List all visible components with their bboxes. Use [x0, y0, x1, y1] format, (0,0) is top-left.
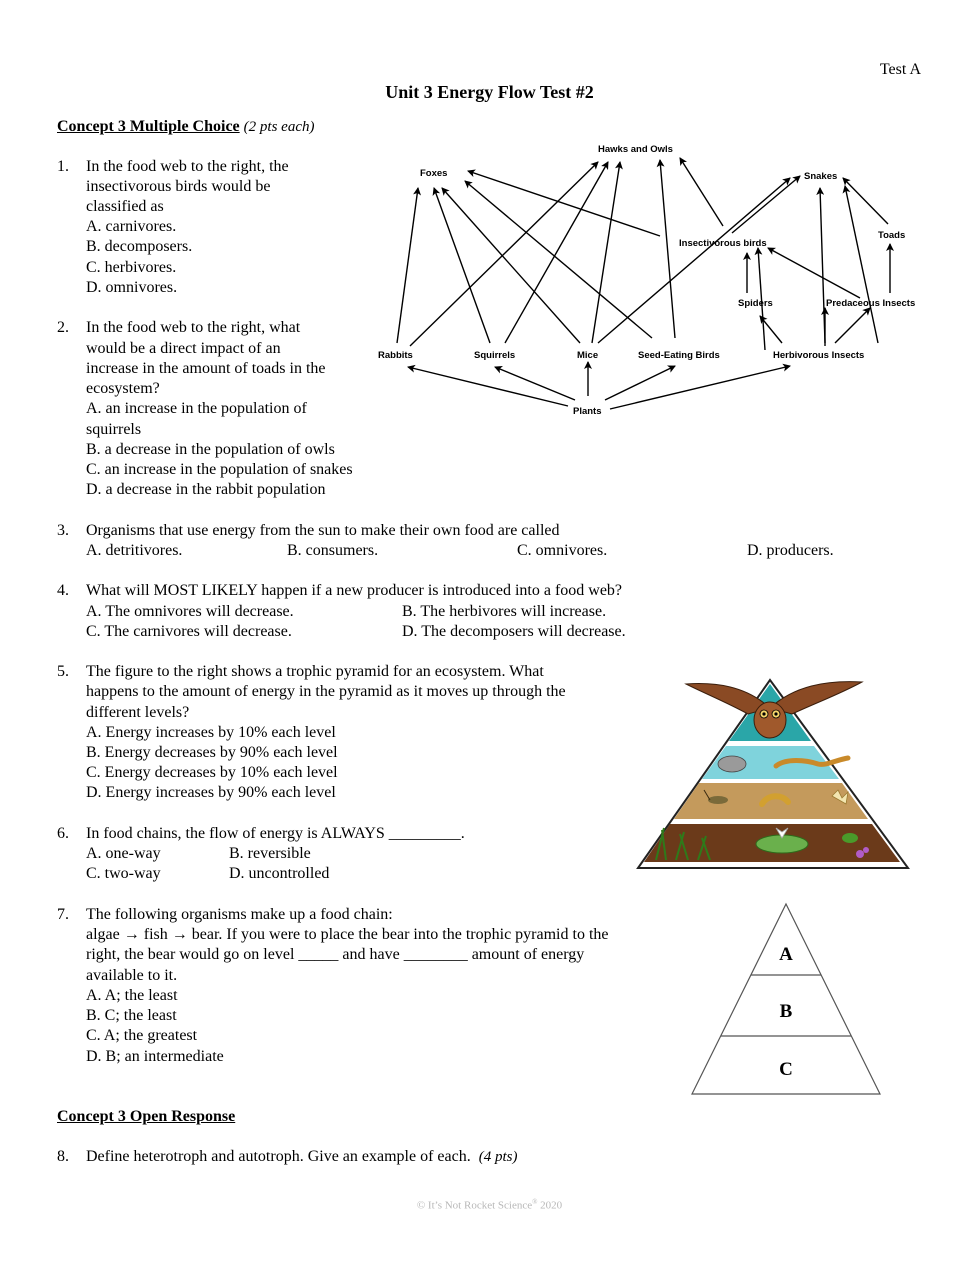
question-text: algae → fish → bear. If you were to place the bear into the trophic pyramid to the	[86, 926, 609, 943]
question-number: 8.	[57, 1148, 69, 1165]
answer-option[interactable]: C. Energy decreases by 10% each level	[86, 764, 338, 781]
answer-option[interactable]: A. an increase in the population of	[86, 400, 307, 417]
answer-option[interactable]: C. herbivores.	[86, 259, 177, 276]
registered-mark: ®	[532, 1198, 538, 1206]
question-text: happens to the amount of energy in the pyramid as it moves up through the	[86, 683, 566, 700]
test-version: Test A	[879, 61, 921, 78]
pyramid-level-b: B	[779, 1001, 793, 1022]
trophic-pyramid-illustration	[636, 668, 912, 873]
question-text: The figure to the right shows a trophic pyramid for an ecosystem. What	[86, 663, 544, 680]
section-heading-open-response: Concept 3 Open Response	[57, 1108, 236, 1125]
answer-option[interactable]: D. B; an intermediate	[86, 1048, 224, 1065]
question-number: 7.	[57, 906, 69, 923]
question-text: increase in the amount of toads in the	[86, 360, 326, 377]
answer-option[interactable]: B. a decrease in the population of owls	[86, 441, 335, 458]
answer-option[interactable]: B. consumers.	[287, 542, 379, 559]
pyramid-level-c: C	[779, 1059, 793, 1080]
food-web-label-plants: Plants	[573, 406, 602, 417]
question-text-main: Define heterotroph and autotroph. Give an example of each.	[86, 1148, 471, 1165]
question-points: (4 pts)	[478, 1149, 518, 1165]
answer-option[interactable]: C. The carnivores will decrease.	[86, 623, 292, 640]
food-web-arrows	[397, 158, 890, 409]
question-text: would be a direct impact of an	[86, 340, 281, 357]
question-number: 1.	[57, 158, 69, 175]
answer-option[interactable]: A. one-way	[86, 845, 161, 862]
question-text: different levels?	[86, 704, 190, 721]
copyright-text: © It’s Not Rocket Science	[416, 1199, 533, 1212]
question-text: In the food web to the right, what	[86, 319, 301, 336]
answer-option[interactable]: A. Energy increases by 10% each level	[86, 724, 336, 741]
answer-option[interactable]: A. detritivores.	[86, 542, 183, 559]
question-text: ecosystem?	[86, 380, 160, 397]
food-web-label-foxes: Foxes	[420, 168, 448, 179]
answer-option[interactable]: D. uncontrolled	[229, 865, 330, 882]
answer-option[interactable]: B. C; the least	[86, 1007, 177, 1024]
question-text: In food chains, the flow of energy is ALWAYS _________.	[86, 825, 465, 842]
answer-option[interactable]: B. The herbivores will increase.	[402, 603, 607, 620]
answer-option[interactable]: B. Energy decreases by 90% each level	[86, 744, 338, 761]
answer-option[interactable]: B. reversible	[229, 845, 311, 862]
food-web-label-hawks-owls: Hawks and Owls	[598, 144, 673, 155]
section-heading-label: Concept 3 Multiple Choice	[57, 118, 240, 135]
food-web-label-toads: Toads	[878, 230, 906, 241]
question-text: In the food web to the right, the	[86, 158, 289, 175]
question-number: 6.	[57, 825, 69, 842]
copyright-year: 2020	[540, 1199, 563, 1212]
pyramid-level-a: A	[779, 944, 793, 965]
answer-option[interactable]: A. A; the least	[86, 987, 178, 1004]
food-web-label-insectivorous-birds: Insectivorous birds	[679, 238, 767, 249]
pyramid-level-primary-consumers	[674, 783, 868, 819]
question-number: 2.	[57, 319, 69, 336]
question-number: 3.	[57, 522, 69, 539]
copyright-footer	[0, 1192, 979, 1216]
food-web-label-predaceous-insects: Predaceous Insects	[826, 298, 916, 309]
food-web-label-rabbits: Rabbits	[378, 350, 413, 361]
mouse-icon	[718, 756, 746, 772]
food-web-diagram	[370, 138, 930, 423]
question-text: What will MOST LIKELY happen if a new producer is introduced into a food web?	[86, 582, 623, 599]
question-number: 5.	[57, 663, 69, 680]
answer-option[interactable]: D. The decomposers will decrease.	[402, 623, 626, 640]
answer-option[interactable]: D. Energy increases by 90% each level	[86, 784, 336, 801]
answer-option[interactable]: B. decomposers.	[86, 238, 193, 255]
food-web-label-squirrels: Squirrels	[474, 350, 516, 361]
answer-option-continued: squirrels	[86, 421, 142, 438]
section-points: (2 pts each)	[243, 119, 315, 135]
answer-option[interactable]: D. a decrease in the rabbit population	[86, 481, 326, 498]
page-title: Unit 3 Energy Flow Test #2	[385, 82, 594, 102]
food-web-label-seed-eating-birds: Seed-Eating Birds	[638, 350, 720, 361]
question-text: available to it.	[86, 967, 178, 984]
food-web-label-herbivorous-insects: Herbivorous Insects	[773, 350, 865, 361]
answer-option[interactable]: C. two-way	[86, 865, 161, 882]
answer-option[interactable]: A. The omnivores will decrease.	[86, 603, 294, 620]
answer-option[interactable]: A. carnivores.	[86, 218, 177, 235]
abc-pyramid-diagram	[690, 902, 882, 1096]
section-heading-multiple-choice	[57, 117, 314, 137]
question-number: 4.	[57, 582, 69, 599]
answer-option[interactable]: C. omnivores.	[517, 542, 608, 559]
answer-option[interactable]: C. A; the greatest	[86, 1027, 198, 1044]
question-text: The following organisms make up a food chain:	[86, 906, 393, 923]
question-text: Organisms that use energy from the sun to make their own food are called	[86, 522, 560, 539]
answer-option[interactable]: C. an increase in the population of snakes	[86, 461, 353, 478]
question-text: insectivorous birds would be	[86, 178, 271, 195]
food-web-label-mice: Mice	[577, 350, 599, 361]
food-web-label-spiders: Spiders	[738, 298, 773, 309]
food-web-label-snakes: Snakes	[804, 171, 838, 182]
question-text: classified as	[86, 198, 164, 215]
question-text: right, the bear would go on level _____ and have ________ amount of energy	[86, 946, 585, 963]
answer-option[interactable]: D. producers.	[747, 542, 834, 559]
answer-option[interactable]: D. omnivores.	[86, 279, 178, 296]
question-text	[86, 1147, 517, 1167]
